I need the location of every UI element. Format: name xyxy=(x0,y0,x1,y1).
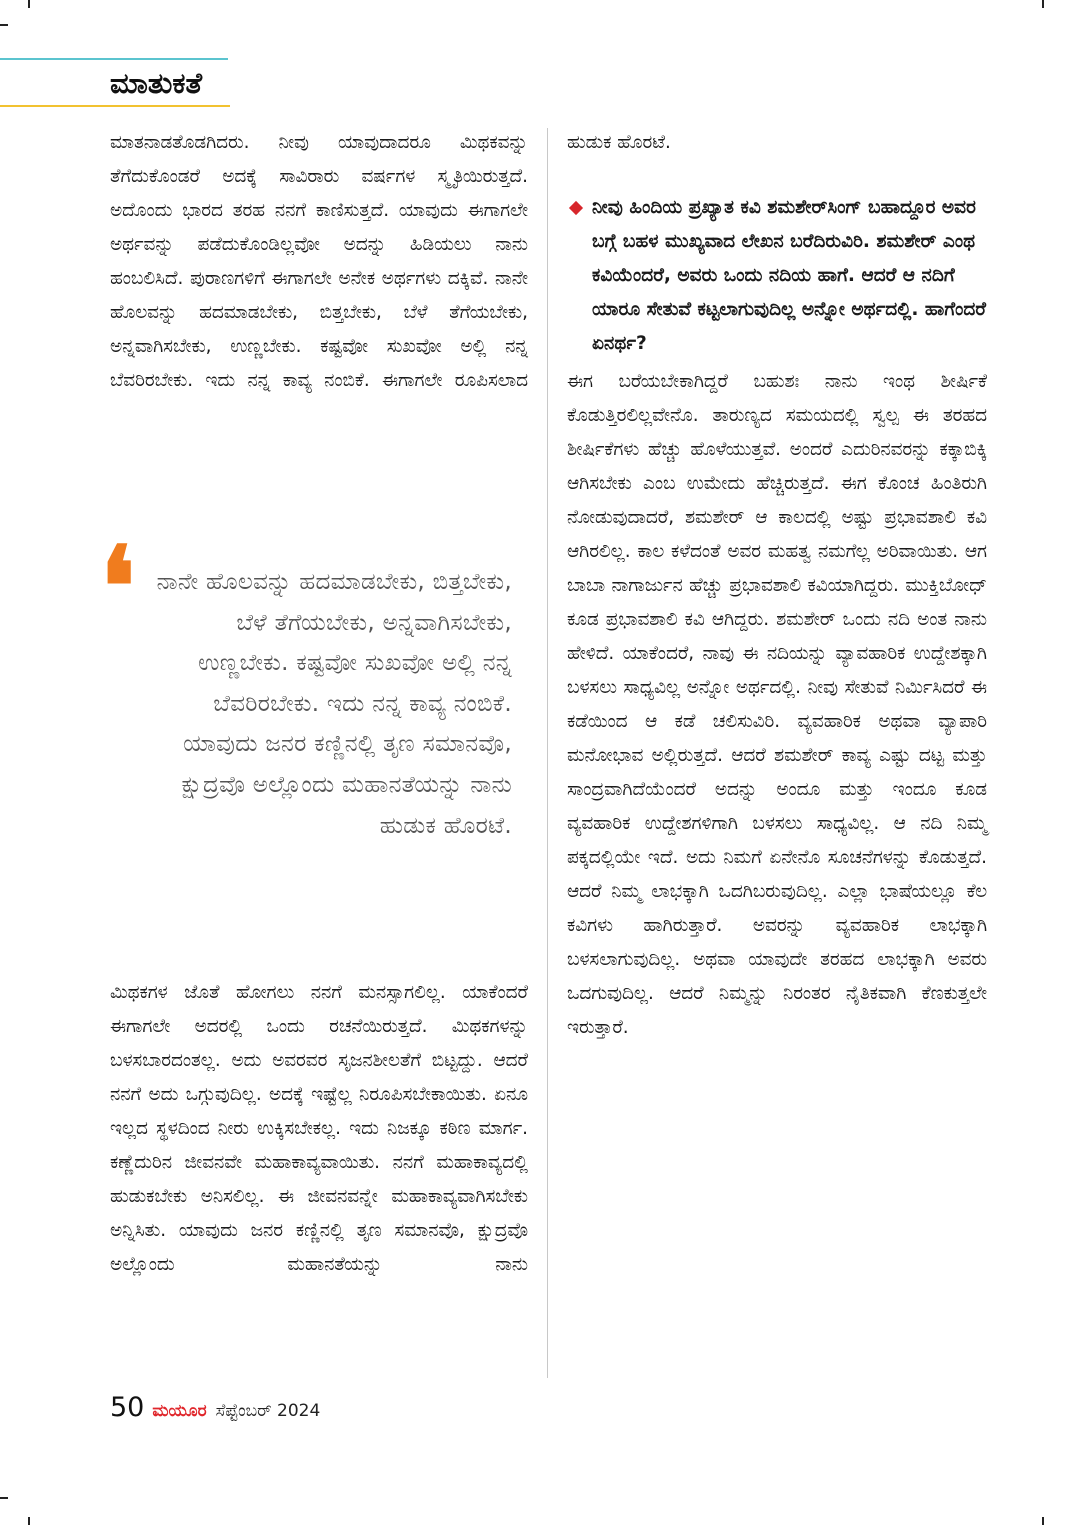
issue-date: ಸೆಪ್ಟೆಂಬರ್ 2024 xyxy=(215,1401,321,1421)
header-rule-top xyxy=(0,58,228,60)
left-column-bottom xyxy=(110,976,528,1282)
crop-mark xyxy=(28,0,30,8)
diamond-bullet-icon xyxy=(569,201,583,215)
crop-mark xyxy=(0,24,8,26)
page-number: 50 xyxy=(110,1392,145,1423)
quote-mark-icon: ❛ xyxy=(100,522,136,651)
pull-quote: ನಾನೇ ಹೊಲವನ್ನು ಹದಮಾಡಬೇಕು, ಬಿತ್ತಬೇಕು, ಬೆಳೆ ತೆಗೆಯಬೇಕು, ಅನ್ನವಾಗಿಸಬೇಕು, ಉಣ್ಣಬೇಕು. ಕಷ್ಟವೋ ಸುಖವೋ ಅಲ್ಲಿ ನನ್ನ ಬೆವರಿರಬೇಕು. ಇದು ನನ್ನ ಕಾವ್ಯ ನಂಬಿಕೆ. ಯಾವುದು ಜನರ ಕಣ್ಣಿನಲ್ಲಿ ತೃಣ ಸಮಾನವೊ, ಕ್ಷುದ್ರವೊ ಅಲ್ಲೊಂದು ಮಹಾನತೆಯನ್ನು ನಾನು ಹುಡುಕ ಹೊರಟೆ. xyxy=(156,569,512,839)
crop-mark xyxy=(28,1517,30,1525)
crop-mark xyxy=(0,1497,8,1499)
page-footer xyxy=(110,1392,320,1428)
left-column-top xyxy=(110,126,528,398)
header-rule-bottom xyxy=(0,105,230,107)
body-paragraph: ಮಿಥಕಗಳ ಜೊತೆ ಹೋಗಲು ನನಗೆ ಮನಸ್ಸಾಗಲಿಲ್ಲ. ಯಾಕೆಂದರೆ ಈಗಾಗಲೇ ಅದರಲ್ಲಿ ಒಂದು ರಚನೆಯಿರುತ್ತದೆ. ಮಿಥಕಗಳನ್ನು ಬಳಸಬಾರದಂತಲ್ಲ. ಅದು ಅವರವರ ಸೃಜನಶೀಲತೆಗೆ ಬಿಟ್ಟದ್ದು. ಆದರೆ ನನಗೆ ಅದು ಒಗ್ಗುವುದಿಲ್ಲ. ಅದಕ್ಕೆ ಇಷ್ಟೆಲ್ಲ ನಿರೂಪಿಸಬೇಕಾಯಿತು. ಏನೂ ಇಲ್ಲದ ಸ್ಥಳದಿಂದ ನೀರು ಉಕ್ಕಿಸಬೇಕಲ್ಲ. ಇದು ನಿಜಕ್ಕೂ ಕಠಿಣ ಮಾರ್ಗ. ಕಣ್ಣೆದುರಿನ ಜೀವನವೇ ಮಹಾಕಾವ್ಯವಾಯಿತು. ನನಗೆ ಮಹಾಕಾವ್ಯದಲ್ಲಿ ಹುಡುಕಬೇಕು ಅನಿಸಲಿಲ್ಲ. ಈ ಜೀವನವನ್ನೇ ಮಹಾಕಾವ್ಯವಾಗಿಸಬೇಕು ಅನ್ನಿಸಿತು. ಯಾವುದು ಜನರ ಕಣ್ಣಿನಲ್ಲಿ ತೃಣ ಸಮಾನವೊ, ಕ್ಷುದ್ರವೊ ಅಲ್ಲೊಂದು ಮಹಾನತೆಯನ್ನು ನಾನು xyxy=(110,982,528,1275)
interview-question xyxy=(567,191,987,361)
crop-mark xyxy=(1042,0,1044,8)
magazine-logo: ಮಯೂರ xyxy=(152,1401,207,1421)
answer-paragraph: ಈಗ ಬರೆಯಬೇಕಾಗಿದ್ದರೆ ಬಹುಶಃ ನಾನು ಇಂಥ ಶೀರ್ಷಿಕೆ ಕೊಡುತ್ತಿರಲಿಲ್ಲವೇನೊ. ತಾರುಣ್ಯದ ಸಮಯದಲ್ಲಿ ಸ್ವಲ್ಪ ಈ ತರಹದ ಶೀರ್ಷಿಕೆಗಳು ಹೆಚ್ಚು ಹೊಳೆಯುತ್ತವೆ. ಅಂದರೆ ಎದುರಿನವರನ್ನು ಕಕ್ಕಾಬಿಕ್ಕಿ ಆಗಿಸಬೇಕು ಎಂಬ ಉಮೇದು ಹೆಚ್ಚಿರುತ್ತದೆ. ಈಗ ಕೊಂಚ ಹಿಂತಿರುಗಿ ನೋಡುವುದಾದರೆ, ಶಮಶೇರ್ ಆ ಕಾಲದಲ್ಲಿ ಅಷ್ಟು ಪ್ರಭಾವಶಾಲಿ ಕವಿ ಆಗಿರಲಿಲ್ಲ. ಕಾಲ ಕಳೆದಂತೆ ಅವರ ಮಹತ್ವ ನಮಗೆಲ್ಲ ಅರಿವಾಯಿತು. ಆಗ ಬಾಬಾ ನಾಗಾರ್ಜುನ ಹೆಚ್ಚು ಪ್ರಭಾವಶಾಲಿ ಕವಿಯಾಗಿದ್ದರು. ಮುಕ್ತಿಬೋಧ್ ಕೂಡ ಪ್ರಭಾವಶಾಲಿ ಕವಿ ಆಗಿದ್ದರು. ಶಮಶೇರ್ ಒಂದು ನದಿ ಅಂತ ನಾನು ಹೇಳಿದೆ. ಯಾಕೆಂದರೆ, ನಾವು ಈ ನದಿಯನ್ನು ವ್ಯಾವಹಾರಿಕ ಉದ್ದೇಶಕ್ಕಾಗಿ ಬಳಸಲು ಸಾಧ್ಯವಿಲ್ಲ ಅನ್ನೋ ಅರ್ಥದಲ್ಲಿ. ನೀವು ಸೇತುವೆ ನಿರ್ಮಿಸಿದರೆ ಈ ಕಡೆಯಿಂದ ಆ ಕಡೆ ಚಲಿಸುವಿರಿ. ವ್ಯವಹಾರಿಕ ಅಥವಾ ವ್ಯಾಪಾರಿ ಮನೋಭಾವ ಅಲ್ಲಿರುತ್ತದೆ. ಆದರೆ ಶಮಶೇರ್ ಕಾವ್ಯ ಎಷ್ಟು ದಟ್ಟ ಮತ್ತು ಸಾಂದ್ರವಾಗಿದೆಯೆಂದರೆ ಅದನ್ನು ಅಂದೂ ಮತ್ತು ಇಂದೂ ಕೂಡ ವ್ಯವಹಾರಿಕ ಉದ್ದೇಶಗಳಿಗಾಗಿ ಬಳಸಲು ಸಾಧ್ಯವಿಲ್ಲ. ಆ ನದಿ ನಿಮ್ಮ ಪಕ್ಕದಲ್ಲಿಯೇ ಇದೆ. ಅದು ನಿಮಗೆ ಏನೇನೊ ಸೂಚನೆಗಳನ್ನು ಕೊಡುತ್ತದೆ. ಆದರೆ ನಿಮ್ಮ ಲಾಭಕ್ಕಾಗಿ ಒದಗಿಬರುವುದಿಲ್ಲ. ಎಲ್ಲಾ ಭಾಷೆಯಲ್ಲೂ ಕೆಲ ಕವಿಗಳು ಹಾಗಿರುತ್ತಾರೆ. ಅವರನ್ನು ವ್ಯವಹಾರಿಕ ಲಾಭಕ್ಕಾಗಿ ಬಳಸಲಾಗುವುದಿಲ್ಲ. ಅಥವಾ ಯಾವುದೇ ತರಹದ ಲಾಭಕ್ಕಾಗಿ ಅವರು ಒದಗುವುದಿಲ್ಲ. ಆದರೆ ನಿಮ್ಮನ್ನು ನಿರಂತರ ನೈತಿಕವಾಗಿ ಕೆಣಕುತ್ತಲೇ ಇರುತ್ತಾರೆ. xyxy=(567,371,987,1038)
section-title: ಮಾತುಕತೆ xyxy=(110,66,202,100)
right-column xyxy=(567,126,987,1045)
body-paragraph: ಮಾತನಾಡತೊಡಗಿದರು. ನೀವು ಯಾವುದಾದರೂ ಮಿಥಕವನ್ನು ತೆಗೆದುಕೊಂಡರೆ ಅದಕ್ಕೆ ಸಾವಿರಾರು ವರ್ಷಗಳ ಸ್ಮೃತಿಯಿರುತ್ತದೆ. ಅದೊಂದು ಭಾರದ ತರಹ ನನಗೆ ಕಾಣಿಸುತ್ತದೆ. ಯಾವುದು ಈಗಾಗಲೇ ಅರ್ಥವನ್ನು ಪಡೆದುಕೊಂಡಿಲ್ಲವೋ ಅದನ್ನು ಹಿಡಿಯಲು ನಾನು ಹಂಬಲಿಸಿದೆ. ಪುರಾಣಗಳಿಗೆ ಈಗಾಗಲೇ ಅನೇಕ ಅರ್ಥಗಳು ದಕ್ಕಿವೆ. ನಾನೇ ಹೊಲವನ್ನು ಹದಮಾಡಬೇಕು, ಬಿತ್ತಬೇಕು, ಬೆಳೆ ತೆಗೆಯಬೇಕು, ಅನ್ನವಾಗಿಸಬೇಕು, ಉಣ್ಣಬೇಕು. ಕಷ್ಟವೋ ಸುಖವೋ ಅಲ್ಲಿ ನನ್ನ ಬೆವರಿರಬೇಕು. ಇದು ನನ್ನ ಕಾವ್ಯ ನಂಬಿಕೆ. ಈಗಾಗಲೇ ರೂಪಿಸಲಾದ xyxy=(110,132,528,391)
column-divider xyxy=(547,128,548,1378)
question-text: ನೀವು ಹಿಂದಿಯ ಪ್ರಖ್ಯಾತ ಕವಿ ಶಮಶೇರ್‌ಸಿಂಗ್ ಬಹಾದ್ದೂರ ಅವರ ಬಗ್ಗೆ ಬಹಳ ಮುಖ್ಯವಾದ ಲೇಖನ ಬರೆದಿರುವಿರಿ. ಶಮಶೇರ್ ಎಂಥ ಕವಿಯೆಂದರೆ, ಅವರು ಒಂದು ನದಿಯ ಹಾಗೆ. ಆದರೆ ಆ ನದಿಗೆ ಯಾರೂ ಸೇತುವೆ ಕಟ್ಟಲಾಗುವುದಿಲ್ಲ ಅನ್ನೋ ಅರ್ಥದಲ್ಲಿ. ಹಾಗೆಂದರೆ ಏನರ್ಥ? xyxy=(592,197,986,354)
crop-mark xyxy=(1042,1517,1044,1525)
body-paragraph: ಹುಡುಕ ಹೊರಟೆ. xyxy=(567,132,671,153)
